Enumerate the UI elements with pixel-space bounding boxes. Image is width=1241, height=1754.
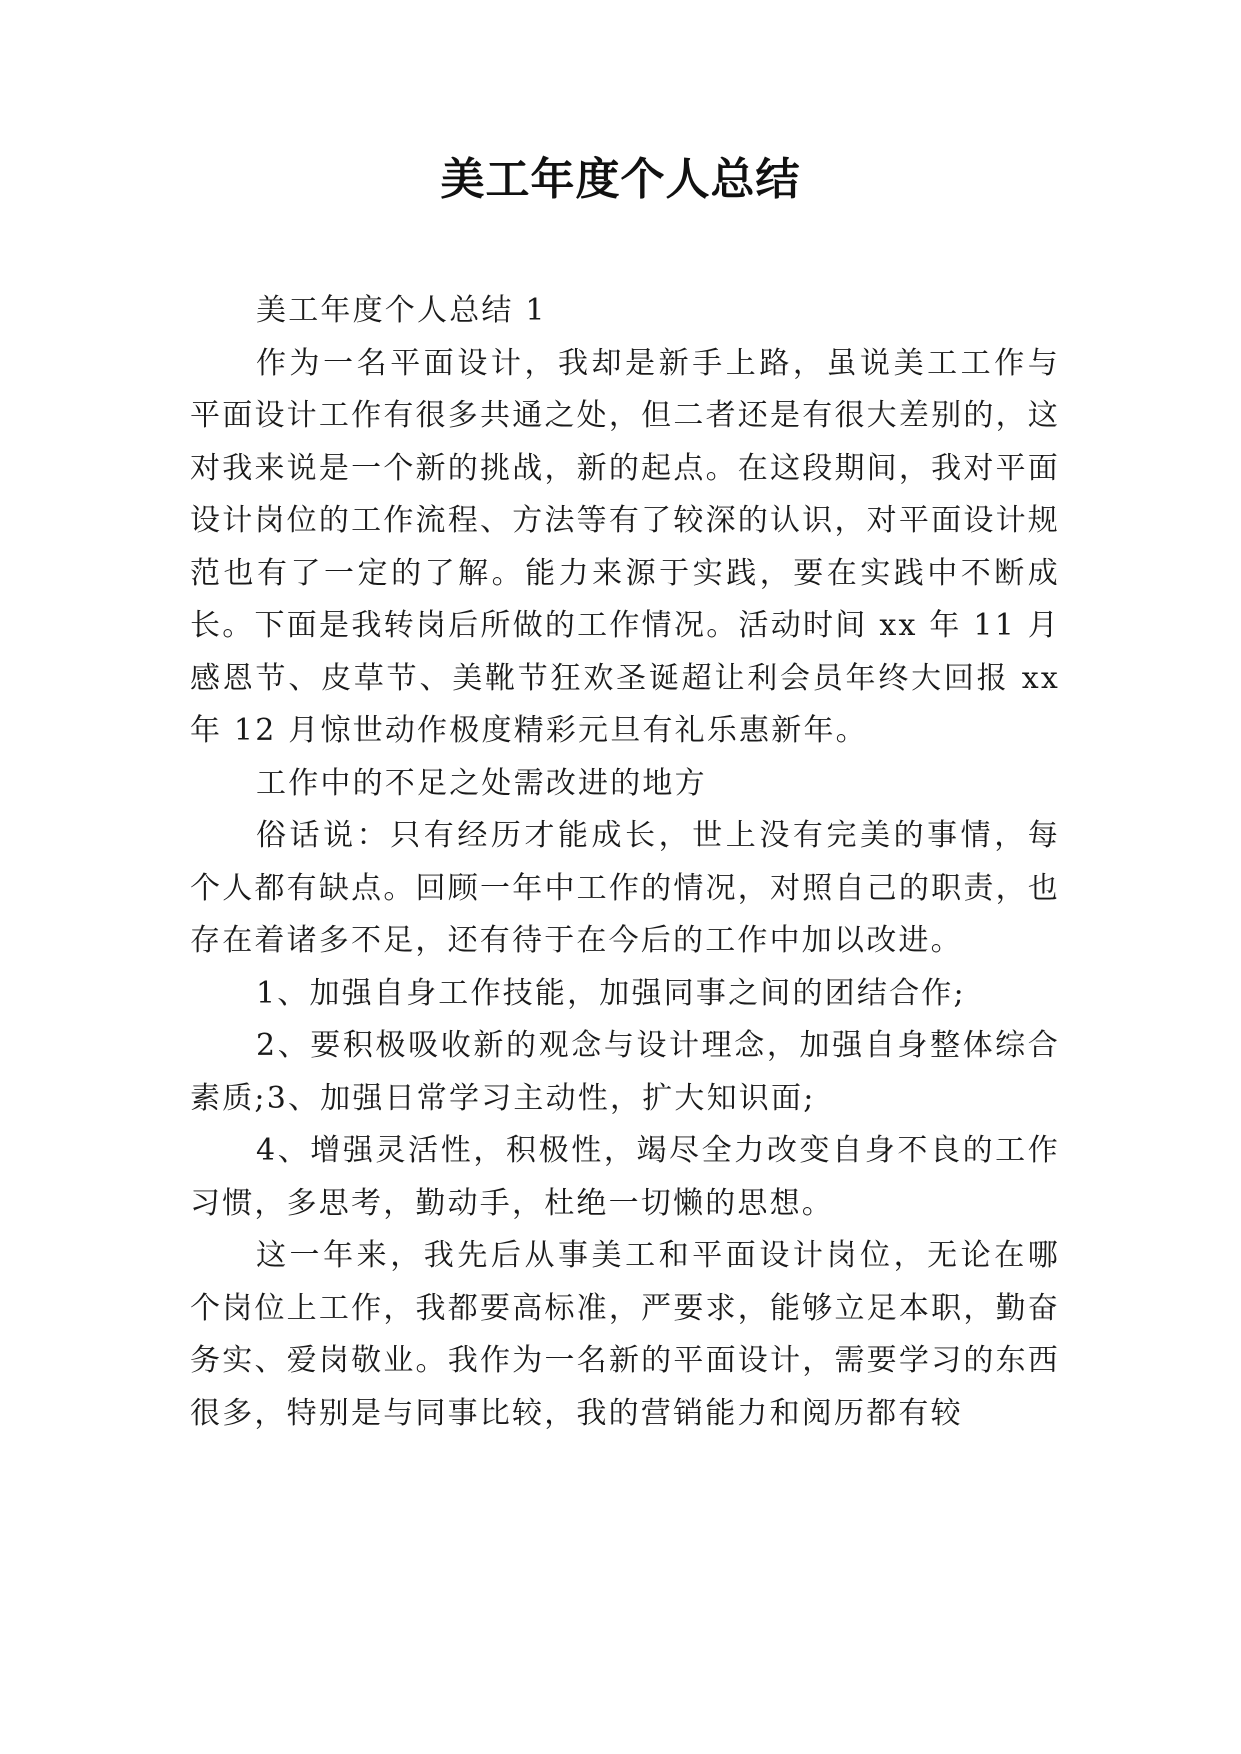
document-title: 美工年度个人总结 bbox=[440, 154, 801, 205]
paragraph: 2、要积极吸收新的观念与设计理念，加强自身整体综合素质;3、加强日常学习主动性，扩大知识面; bbox=[190, 1028, 1060, 1116]
paragraph: 这一年来，我先后从事美工和平面设计岗位，无论在哪个岗位上工作，我都要高标准，严要求，能够立足本职，勤奋务实、爱岗敬业。我作为一名新的平面设计，需要学习的东西很多，特别是与同事比较，我的营销能力和阅历都有较 bbox=[190, 1238, 1060, 1431]
paragraph: 4、增强灵活性，积极性，竭尽全力改变自身不良的工作习惯，多思考，勤动手，杜绝一切懒的思想。 bbox=[190, 1133, 1060, 1221]
paragraph: 1、加强自身工作技能，加强同事之间的团结合作; bbox=[256, 975, 966, 1011]
paragraph: 俗话说：只有经历才能成长，世上没有完美的事情，每个人都有缺点。回顾一年中工作的情况，对照自己的职责，也存在着诸多不足，还有待于在今后的工作中加以改进。 bbox=[190, 818, 1060, 958]
paragraph: 工作中的不足之处需改进的地方 bbox=[256, 765, 707, 801]
paragraph: 美工年度个人总结 1 bbox=[256, 293, 547, 328]
document-body bbox=[190, 285, 1060, 1440]
paragraph: 作为一名平面设计，我却是新手上路，虽说美工工作与平面设计工作有很多共通之处，但二者还是有很大差别的，这对我来说是一个新的挑战，新的起点。在这段期间，我对平面设计岗位的工作流程、方法等有了较深的认识，对平面设计规范也有了一定的了解。能力来源于实践，要在实践中不断成长。下面是我转岗后所做的工作情况。活动时间 xx 年 11 月感恩节、皮草节、美靴节狂欢圣诞超让利会员年终大回报 xx 年 12 月惊世动作极度精彩元旦有礼乐惠新年。 bbox=[190, 345, 1060, 748]
